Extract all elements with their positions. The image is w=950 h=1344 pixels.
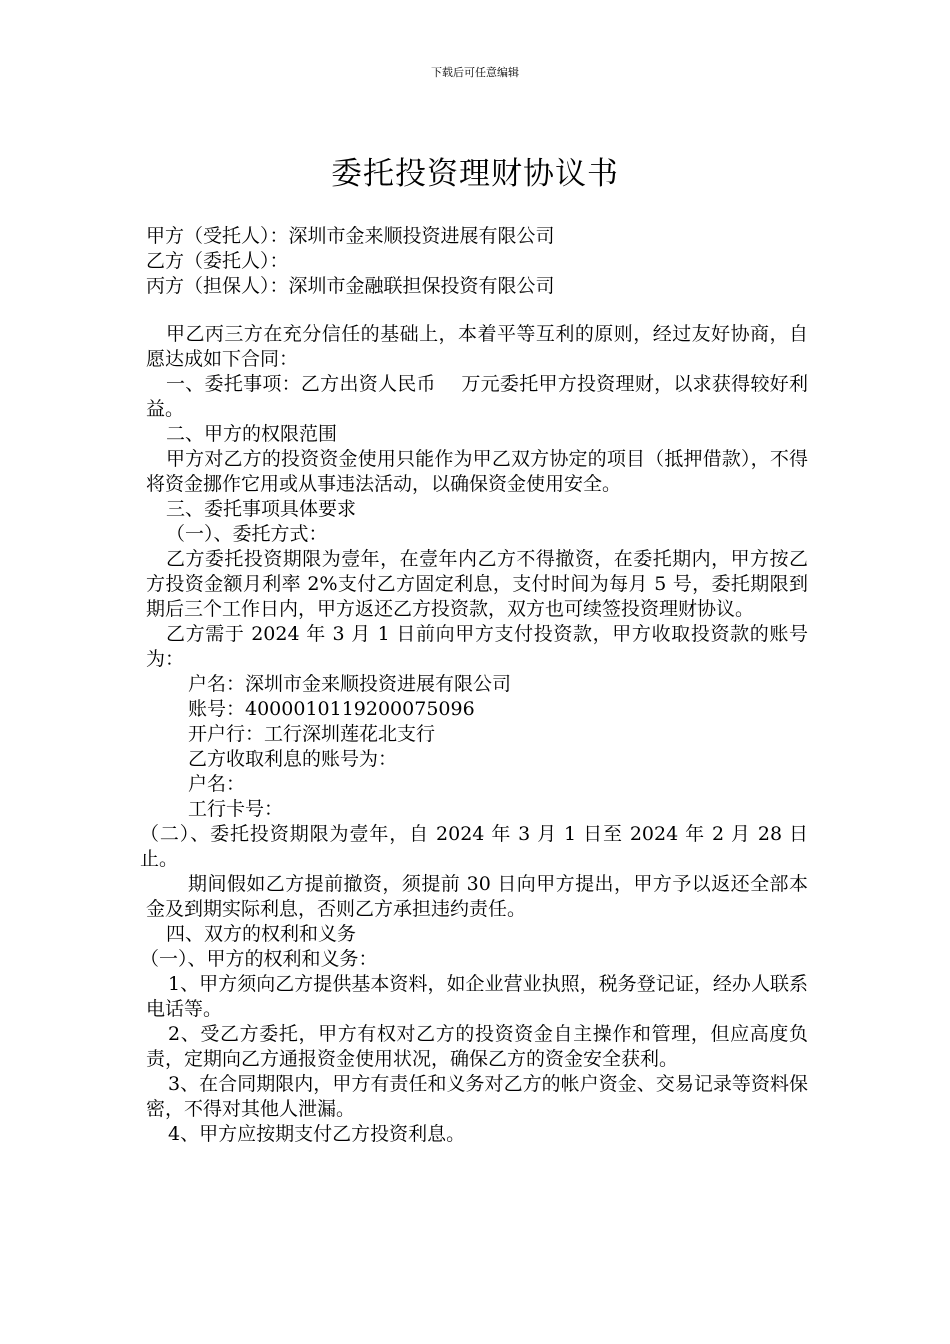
list-item: 4、甲方应按期支付乙方投资利息。 (168, 1123, 466, 1145)
section-2-body: 甲方对乙方的投资资金使用只能作为甲乙双方协定的项目（抵押借款），不得将资金挪作它用或从事违法活动，以确保资金使用安全。 (146, 448, 808, 495)
parties-block (146, 224, 826, 299)
yi-account-name: 户名： (188, 773, 246, 795)
section-4-heading: 四、双方的权利和义务 (166, 923, 357, 945)
section-4-1-heading: （一）、甲方的权利和义务： (140, 948, 378, 970)
party-name: 深圳市金来顺投资进展有限公司 (288, 225, 555, 247)
bank-name: 开户行：工行深圳莲花北支行 (188, 723, 436, 745)
list-item: 1、甲方须向乙方提供基本资料，如企业营业执照，税务登记证，经办人联系电话等。 (146, 973, 808, 1020)
section-2-heading: 二、甲方的权限范围 (166, 423, 338, 445)
account-name: 户名：深圳市金来顺投资进展有限公司 (188, 673, 512, 695)
section-3-1-heading: （一）、委托方式： (166, 523, 328, 545)
payment-paragraph: 乙方需于 2024 年 3 月 1 日前向甲方支付投资款，甲方收取投资款的账号为： (146, 623, 808, 670)
section-3-heading: 三、委托事项具体要求 (166, 498, 357, 520)
yi-account-intro: 乙方收取利息的账号为： (188, 748, 398, 770)
document-title: 委托投资理财协议书 (331, 156, 619, 192)
document-body (140, 322, 808, 1147)
account-number: 账号：4000010119200075096 (188, 698, 475, 720)
header-note: 下载后可任意编辑 (431, 66, 519, 79)
section-3-2: （二）、委托投资期限为壹年，自 2024 年 3 月 1 日至 2024 年 2 月 28 日止。 (140, 823, 808, 870)
party-role: 乙方（委托人）： (146, 250, 289, 272)
party-yi (146, 249, 826, 274)
list-item: 3、在合同期限内，甲方有责任和义务对乙方的帐户资金、交易记录等资料保密，不得对其他人泄漏。 (146, 1073, 808, 1120)
intro-paragraph: 甲乙丙三方在充分信任的基础上，本着平等互利的原则，经过友好协商，自愿达成如下合同： (146, 323, 808, 370)
list-item: 2、受乙方委托，甲方有权对乙方的投资资金自主操作和管理，但应高度负责，定期向乙方通报资金使用状况，确保乙方的资金安全获利。 (146, 1023, 808, 1070)
party-jia (146, 224, 826, 249)
party-name: 深圳市金融联担保投资有限公司 (288, 275, 555, 297)
section-3-1-body: 乙方委托投资期限为壹年，在壹年内乙方不得撤资，在委托期内，甲方按乙方投资金额月利率 2%支付乙方固定利息，支付时间为每月 5 号，委托期限到期后三个工作日内，甲方返还乙方投资款，双方也可续签投资理财协议。 (146, 548, 808, 620)
party-role: 丙方（担保人）： (146, 275, 289, 297)
yi-card-number: 工行卡号： (188, 798, 284, 820)
section-3-2-body: 期间假如乙方提前撤资，须提前 30 日向甲方提出，甲方予以返还全部本金及到期实际利息，否则乙方承担违约责任。 (146, 873, 808, 920)
party-bing (146, 274, 826, 299)
section-1: 一、委托事项：乙方出资人民币 万元委托甲方投资理财，以求获得较好利益。 (146, 373, 808, 420)
party-role: 甲方（受托人）： (146, 225, 289, 247)
